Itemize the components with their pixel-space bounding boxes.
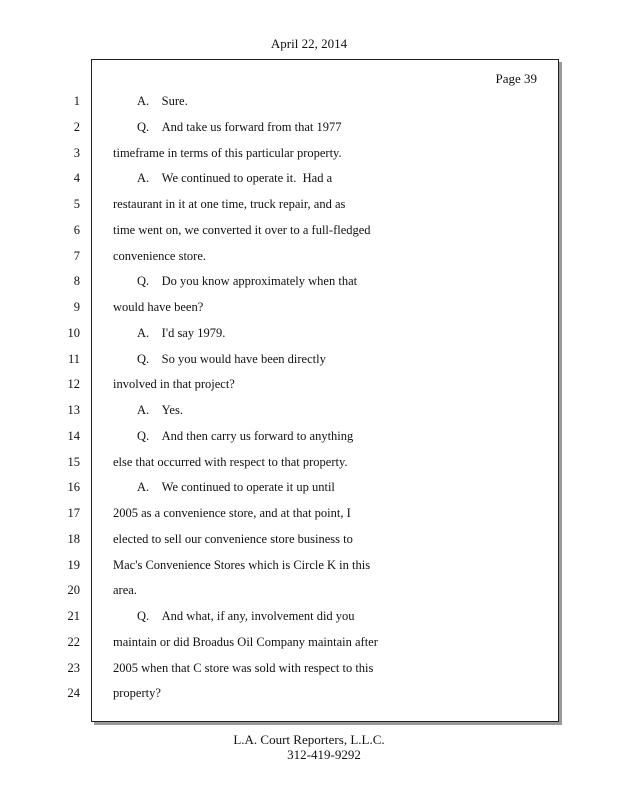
transcript-line: would have been? — [113, 300, 204, 314]
transcript-line: A. Yes. — [137, 403, 183, 417]
line-number: 9 — [73, 300, 80, 314]
line-number: 3 — [73, 146, 80, 160]
transcript-line: elected to sell our convenience store business to — [113, 532, 353, 546]
transcript-line: time went on, we converted it over to a full-fledged — [113, 223, 371, 237]
footer-company: L.A. Court Reporters, L.L.C. — [233, 732, 385, 747]
transcript-line: restaurant in it at one time, truck repair, and as — [113, 197, 346, 211]
line-number: 17 — [67, 506, 80, 520]
header-date: April 22, 2014 — [270, 36, 348, 51]
line-number: 22 — [67, 635, 80, 649]
line-number: 6 — [73, 223, 80, 237]
footer-phone: 312-419-9292 — [287, 747, 361, 762]
transcript-line: Q. So you would have been directly — [137, 352, 326, 366]
transcript-line: A. Sure. — [137, 94, 188, 108]
transcript-line: property? — [113, 686, 161, 700]
line-number: 18 — [67, 532, 80, 546]
line-number: 24 — [67, 686, 80, 700]
transcript-line: else that occurred with respect to that property. — [113, 455, 348, 469]
transcript-line: 2005 when that C store was sold with respect to this — [113, 661, 374, 675]
transcript-line: area. — [113, 583, 137, 597]
line-number: 23 — [67, 661, 80, 675]
transcript-line: convenience store. — [113, 249, 207, 263]
transcript-line: Q. And then carry us forward to anything — [137, 429, 354, 443]
line-number: 7 — [73, 249, 80, 263]
line-number: 13 — [67, 403, 80, 417]
transcript-line: Q. And take us forward from that 1977 — [137, 120, 342, 134]
transcript-line: Mac's Convenience Stores which is Circle K in this — [113, 558, 371, 572]
line-number: 2 — [73, 120, 80, 134]
transcript-line: involved in that project? — [113, 377, 235, 391]
transcript-line: 2005 as a convenience store, and at that point, I — [113, 506, 351, 520]
line-number: 16 — [67, 480, 80, 494]
line-number: 12 — [67, 377, 80, 391]
transcript-line: timeframe in terms of this particular property. — [113, 146, 342, 160]
line-number: 20 — [67, 583, 80, 597]
page-number: Page 39 — [495, 71, 537, 86]
line-number: 5 — [73, 197, 80, 211]
transcript-line: A. We continued to operate it. Had a — [137, 171, 333, 185]
transcript-line: Q. Do you know approximately when that — [137, 274, 358, 288]
transcript-line: A. We continued to operate it up until — [137, 480, 335, 494]
line-number: 1 — [73, 94, 80, 108]
footer — [0, 732, 618, 762]
transcript-line: maintain or did Broadus Oil Company maintain after — [113, 635, 378, 649]
line-number: 4 — [73, 171, 80, 185]
line-number: 15 — [67, 455, 80, 469]
line-number: 19 — [67, 558, 80, 572]
line-number: 21 — [67, 609, 80, 623]
line-number: 14 — [67, 429, 80, 443]
line-number: 11 — [67, 352, 80, 366]
transcript-line: Q. And what, if any, involvement did you — [137, 609, 355, 623]
transcript-line: A. I'd say 1979. — [137, 326, 226, 340]
line-number: 8 — [73, 274, 80, 288]
line-number: 10 — [67, 326, 80, 340]
